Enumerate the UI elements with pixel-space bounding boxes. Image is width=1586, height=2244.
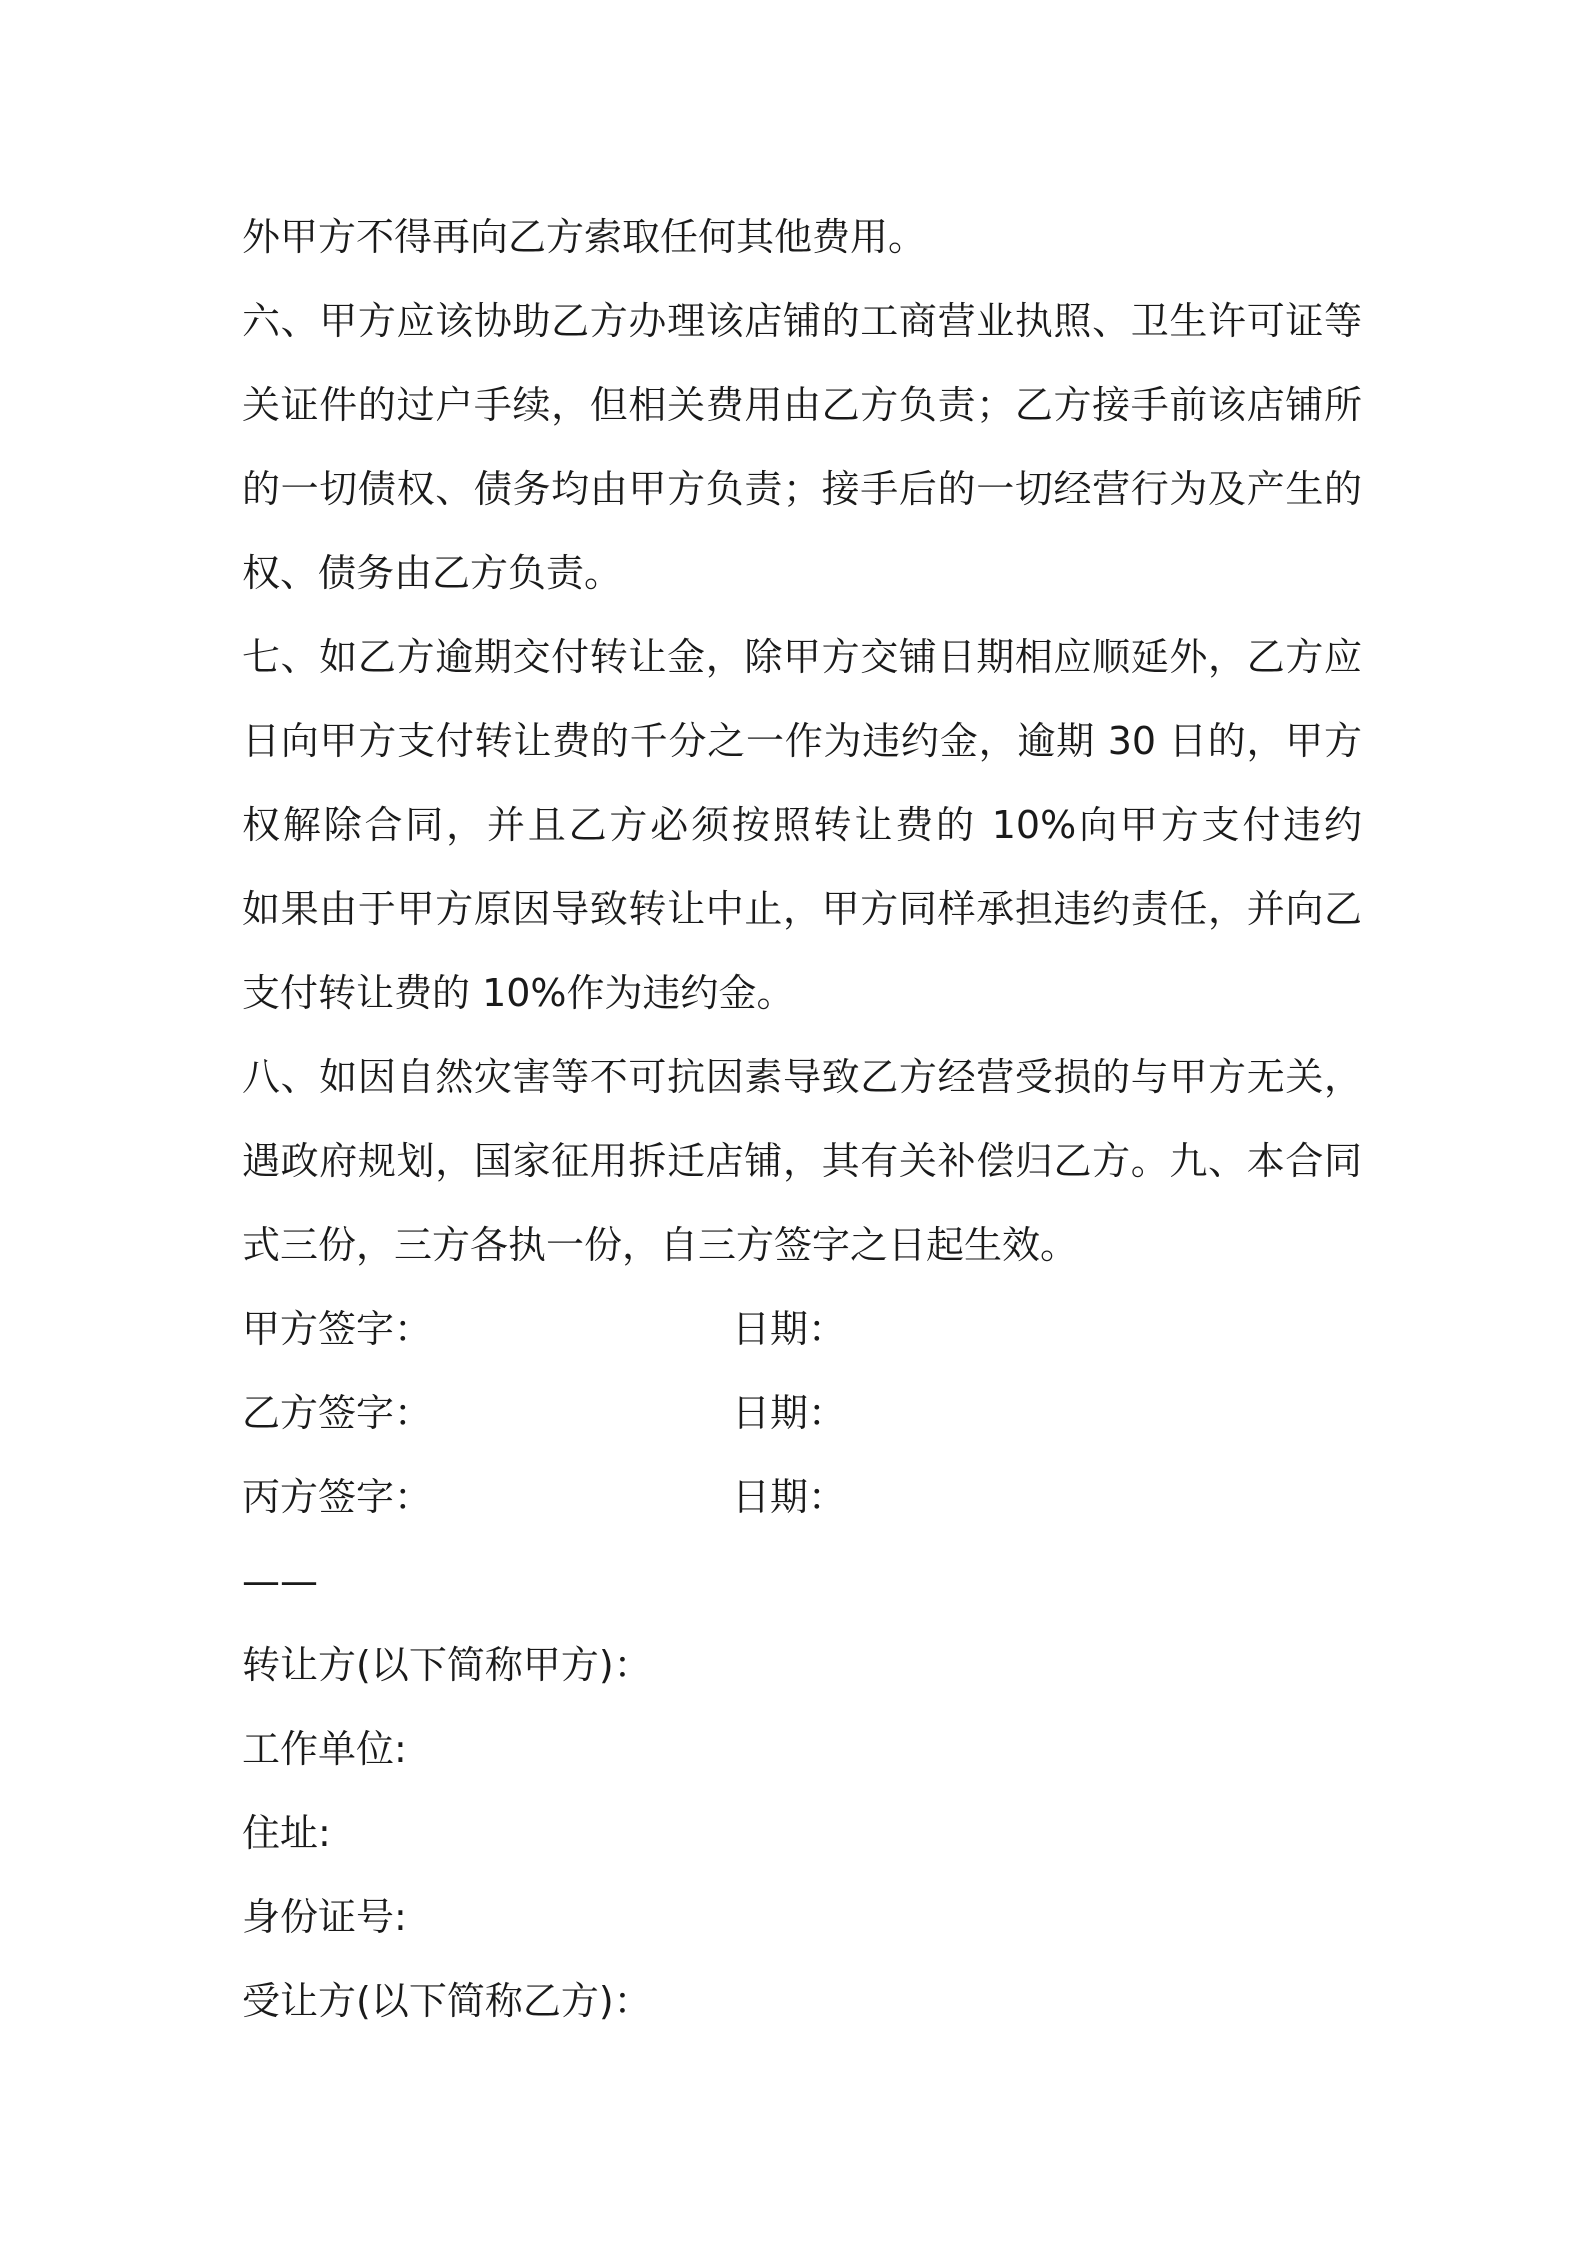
text-line: 日向甲方支付转让费的千分之一作为违约金，逾期 30 日的，甲方 — [242, 719, 1362, 763]
work-unit-label: 工作单位: — [242, 1727, 407, 1771]
text-line: 外甲方不得再向乙方索取任何其他费用。 — [242, 215, 927, 259]
document-body — [242, 195, 1362, 2043]
signature-row-party-a — [242, 1287, 1362, 1371]
party-c-signature-label: 丙方签字： — [242, 1475, 433, 1519]
signature-block — [242, 1287, 1362, 1539]
text-line: 式三份，三方各执一份，自三方签字之日起生效。 — [242, 1223, 1079, 1267]
party-a-signature-label: 甲方签字： — [242, 1307, 433, 1351]
party-c-date-label: 日期： — [732, 1475, 847, 1519]
text-line: 权解除合同，并且乙方必须按照转让费的 10%向甲方支付违约 — [242, 803, 1362, 847]
signature-row-party-b — [242, 1371, 1362, 1455]
party-b-signature-label: 乙方签字： — [242, 1391, 433, 1435]
transferor-label: 转让方(以下简称甲方)： — [242, 1643, 652, 1687]
text-line: 权、债务由乙方负责。 — [242, 551, 623, 595]
text-line: 八、如因自然灾害等不可抗因素导致乙方经营受损的与甲方无关， — [242, 1055, 1362, 1099]
party-a-date-label: 日期： — [732, 1307, 847, 1351]
text-line: 关证件的过户手续，但相关费用由乙方负责；乙方接手前该店铺所 — [242, 383, 1362, 427]
paragraph-fee-clause-end — [242, 195, 1362, 279]
paragraph-clause-seven — [242, 615, 1362, 1035]
signature-row-party-c — [242, 1455, 1362, 1539]
text-line: 支付转让费的 10%作为违约金。 — [242, 971, 795, 1015]
text-line: 七、如乙方逾期交付转让金，除甲方交铺日期相应顺延外，乙方应 — [242, 635, 1362, 679]
text-line: 的一切债权、债务均由甲方负责；接手后的一切经营行为及产生的 — [242, 467, 1362, 511]
party-b-date-label: 日期： — [732, 1391, 847, 1435]
paragraph-clause-eight-nine — [242, 1035, 1362, 1287]
text-line: 如果由于甲方原因导致转让中止，甲方同样承担违约责任，并向乙 — [242, 887, 1362, 931]
address-label: 住址: — [242, 1811, 331, 1855]
id-number-label: 身份证号: — [242, 1895, 407, 1939]
text-line: 六、甲方应该协助乙方办理该店铺的工商营业执照、卫生许可证等 — [242, 299, 1362, 343]
section-separator: —— — [242, 1559, 318, 1603]
text-line: 遇政府规划，国家征用拆迁店铺，其有关补偿归乙方。九、本合同 — [242, 1139, 1362, 1183]
party-info-block — [242, 1623, 1362, 2043]
paragraph-clause-six — [242, 279, 1362, 615]
transferee-label: 受让方(以下简称乙方)： — [242, 1979, 652, 2023]
